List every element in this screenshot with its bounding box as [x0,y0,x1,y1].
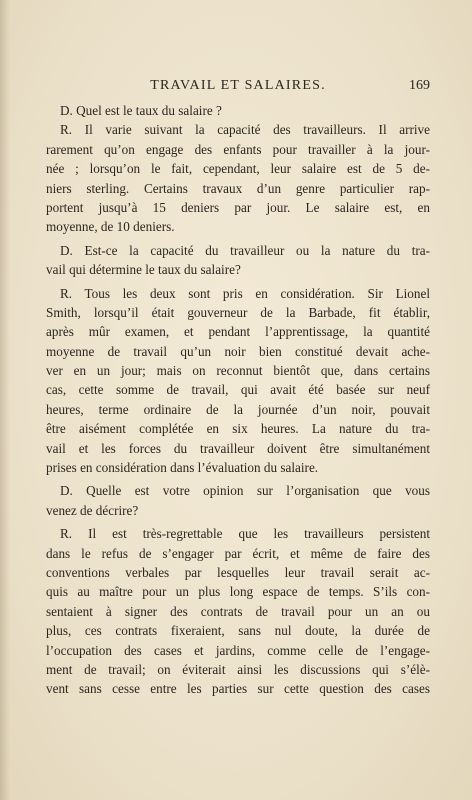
text-line: dans le refus de s’engager par écrit, et même de faire des [46,545,430,561]
text-line: être aisément complétée en six heures. La nature du tra- [46,421,430,437]
text-line: après mûr examen, et pendant l’apprentissage, la quantité [46,324,430,340]
text-line: venez de décrire? [46,502,139,518]
text-line: vail et les forces du travailleur doivent être simultanément [46,440,430,456]
body-text [46,101,430,699]
text-line: l’occupation des cases et jardins, comme celle de l’engage- [46,642,430,658]
text-line: quis au maître pour un plus long espace de temps. S’ils con- [46,584,430,600]
text-line: D. Quel est le taux du salaire ? [60,103,222,118]
page-number: 169 [409,78,430,93]
text-line: née ; lorsqu’on le fait, cependant, leur salaire est de 5 de- [46,161,430,177]
page-gutter-shadow [0,0,10,800]
text-line: R. Il est très-regrettable que les travailleurs persistent [60,526,430,542]
text-line: R. Tous les deux sont pris en considération. Sir Lionel [60,285,430,301]
text-line: sentaient à signer des contrats de travail pour un an ou [46,603,430,619]
text-line: cas, cette somme de travail, qui avait été basée sur neuf [46,382,430,398]
text-line: niers sterling. Certains travaux d’un genre particulier rap- [46,180,430,196]
text-line: heures, terme ordinaire de la journée d’un noir, pouvait [46,401,430,417]
text-line: conventions verbales par lesquelles leur travail serait ac- [46,564,430,580]
page-header [46,78,430,98]
text-line: prises en considération dans l’évaluation du salaire. [46,460,319,476]
text-line: ver en un jour; mais on reconnut bientôt que, dans certains [46,363,430,379]
text-line: portent jusqu’à 15 deniers par jour. Le salaire est, en [46,199,430,215]
text-line: vent sans cesse entre les parties sur cette question des cases [46,681,430,697]
text-line: moyenne de travail qu’un noir bien constitué devait ache- [46,343,430,359]
text-line: Smith, lorsqu’il était gouverneur de la Barbade, fit établir, [46,304,430,320]
text-line: R. Il varie suivant la capacité des travailleurs. Il arrive [60,122,430,138]
text-line: D. Est-ce la capacité du travailleur ou la nature du tra- [60,242,430,258]
running-title: TRAVAIL ET SALAIRES. [150,78,326,93]
text-line: plus, ces contrats fixeraient, sans nul doute, la durée de [46,623,430,639]
text-line: moyenne, de 10 deniers. [46,219,175,235]
text-line: D. Quelle est votre opinion sur l’organisation que vous [60,483,430,499]
text-line: ment de travail; on éviterait ainsi les discussions qui s’élè- [46,661,430,677]
text-line: rarement qu’on engage des enfants pour travailler à la jour- [46,141,430,157]
text-line: vail qui détermine le taux du salaire? [46,262,241,278]
